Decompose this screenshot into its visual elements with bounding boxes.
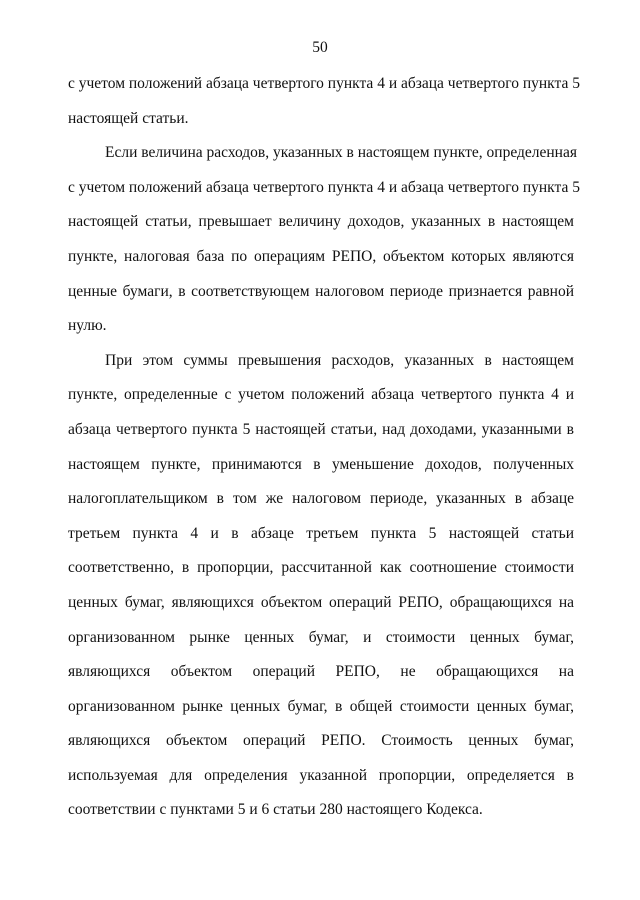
text-line: с учетом положений абзаца четвертого пункта 4 и абзаца четвертого пункта 5: [68, 75, 580, 92]
text-line: являющихся объектом операций РЕПО. Стоимость ценных бумаг,: [68, 732, 574, 750]
document-body: [68, 70, 580, 831]
text-line: При этом суммы превышения расходов, указанных в настоящем: [105, 351, 574, 369]
text-line: используемая для определения указанной пропорции, определяется в: [68, 766, 574, 784]
text-line: третьем пункта 4 и в абзаце третьем пункта 5 настоящей статьи: [68, 524, 574, 542]
text-line: организованном рынке ценных бумаг, и стоимости ценных бумаг,: [68, 628, 574, 646]
page-number: 50: [312, 39, 328, 56]
text-line: настоящем пункте, принимаются в уменьшение доходов, полученных: [68, 455, 574, 473]
text-line: пункте, определенные с учетом положений абзаца четвертого пункта 4 и: [68, 386, 574, 404]
paragraph: [68, 347, 574, 831]
text-line: пункте, налоговая база по операциям РЕПО, объектом которых являются: [68, 247, 574, 265]
text-line: с учетом положений абзаца четвертого пункта 4 и абзаца четвертого пункта 5: [68, 178, 580, 196]
text-line: ценных бумаг, являющихся объектом операций РЕПО, обращающихся на: [68, 593, 574, 611]
text-line: ценные бумаги, в соответствующем налоговом периоде признается равной: [68, 282, 574, 300]
text-line: являющихся объектом операций РЕПО, не обращающихся на: [68, 663, 574, 681]
text-line: настоящей статьи, превышает величину доходов, указанных в настоящем: [68, 213, 574, 231]
text-line: нулю.: [68, 317, 107, 335]
text-line: абзаца четвертого пункта 5 настоящей статьи, над доходами, указанными в: [68, 420, 574, 438]
text-line: организованном рынке ценных бумаг, в общей стоимости ценных бумаг,: [68, 697, 574, 715]
text-line: настоящей статьи.: [68, 109, 189, 127]
text-line: налогоплательщиком в том же налоговом периоде, указанных в абзаце: [68, 490, 574, 508]
paragraph: [68, 139, 580, 347]
text-line: Если величина расходов, указанных в настоящем пункте, определенная: [105, 144, 577, 162]
paragraph: [68, 70, 580, 139]
text-line: соответственно, в пропорции, рассчитанной как соотношение стоимости: [68, 559, 574, 577]
text-line: соответствии с пунктами 5 и 6 статьи 280 настоящего Кодекса.: [68, 801, 483, 819]
